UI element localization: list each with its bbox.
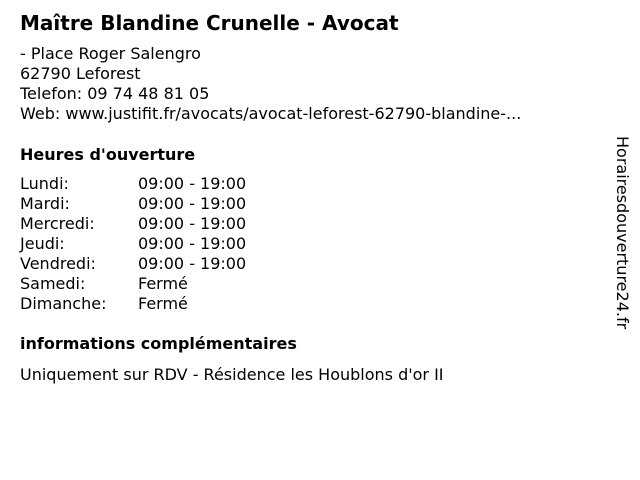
day-label: Vendredi: bbox=[20, 254, 96, 273]
web-line: Web: www.justifit.fr/avocats/avocat-leforest-62790-blandine-... bbox=[20, 104, 522, 123]
hours-row-thursday bbox=[20, 234, 600, 254]
address-street: - Place Roger Salengro bbox=[20, 44, 201, 63]
day-hours: Fermé bbox=[138, 294, 188, 313]
day-label: Samedi: bbox=[20, 274, 86, 293]
address-city: 62790 Leforest bbox=[20, 64, 141, 83]
hours-row-tuesday bbox=[20, 194, 600, 214]
hours-table bbox=[20, 174, 600, 314]
day-label: Mercredi: bbox=[20, 214, 95, 233]
day-label: Dimanche: bbox=[20, 294, 107, 313]
business-title: Maître Blandine Crunelle - Avocat bbox=[20, 11, 399, 35]
day-label: Lundi: bbox=[20, 174, 69, 193]
day-hours: 09:00 - 19:00 bbox=[138, 174, 247, 193]
day-hours: 09:00 - 19:00 bbox=[138, 254, 247, 273]
phone-line: Telefon: 09 74 48 81 05 bbox=[20, 84, 210, 103]
day-hours: 09:00 - 19:00 bbox=[138, 194, 247, 213]
hours-row-saturday bbox=[20, 274, 600, 294]
day-label: Mardi: bbox=[20, 194, 70, 213]
info-heading: informations complémentaires bbox=[20, 334, 297, 353]
hours-heading: Heures d'ouverture bbox=[20, 145, 196, 164]
site-watermark: Horairesdouverture24.fr bbox=[613, 136, 632, 330]
day-hours: Fermé bbox=[138, 274, 188, 293]
hours-row-friday bbox=[20, 254, 600, 274]
hours-row-sunday bbox=[20, 294, 600, 314]
hours-row-wednesday bbox=[20, 214, 600, 234]
day-hours: 09:00 - 19:00 bbox=[138, 234, 247, 253]
hours-row-monday bbox=[20, 174, 600, 194]
day-label: Jeudi: bbox=[20, 234, 65, 253]
listing-card bbox=[20, 10, 600, 385]
info-text: Uniquement sur RDV - Résidence les Houblons d'or II bbox=[20, 365, 444, 384]
day-hours: 09:00 - 19:00 bbox=[138, 214, 247, 233]
